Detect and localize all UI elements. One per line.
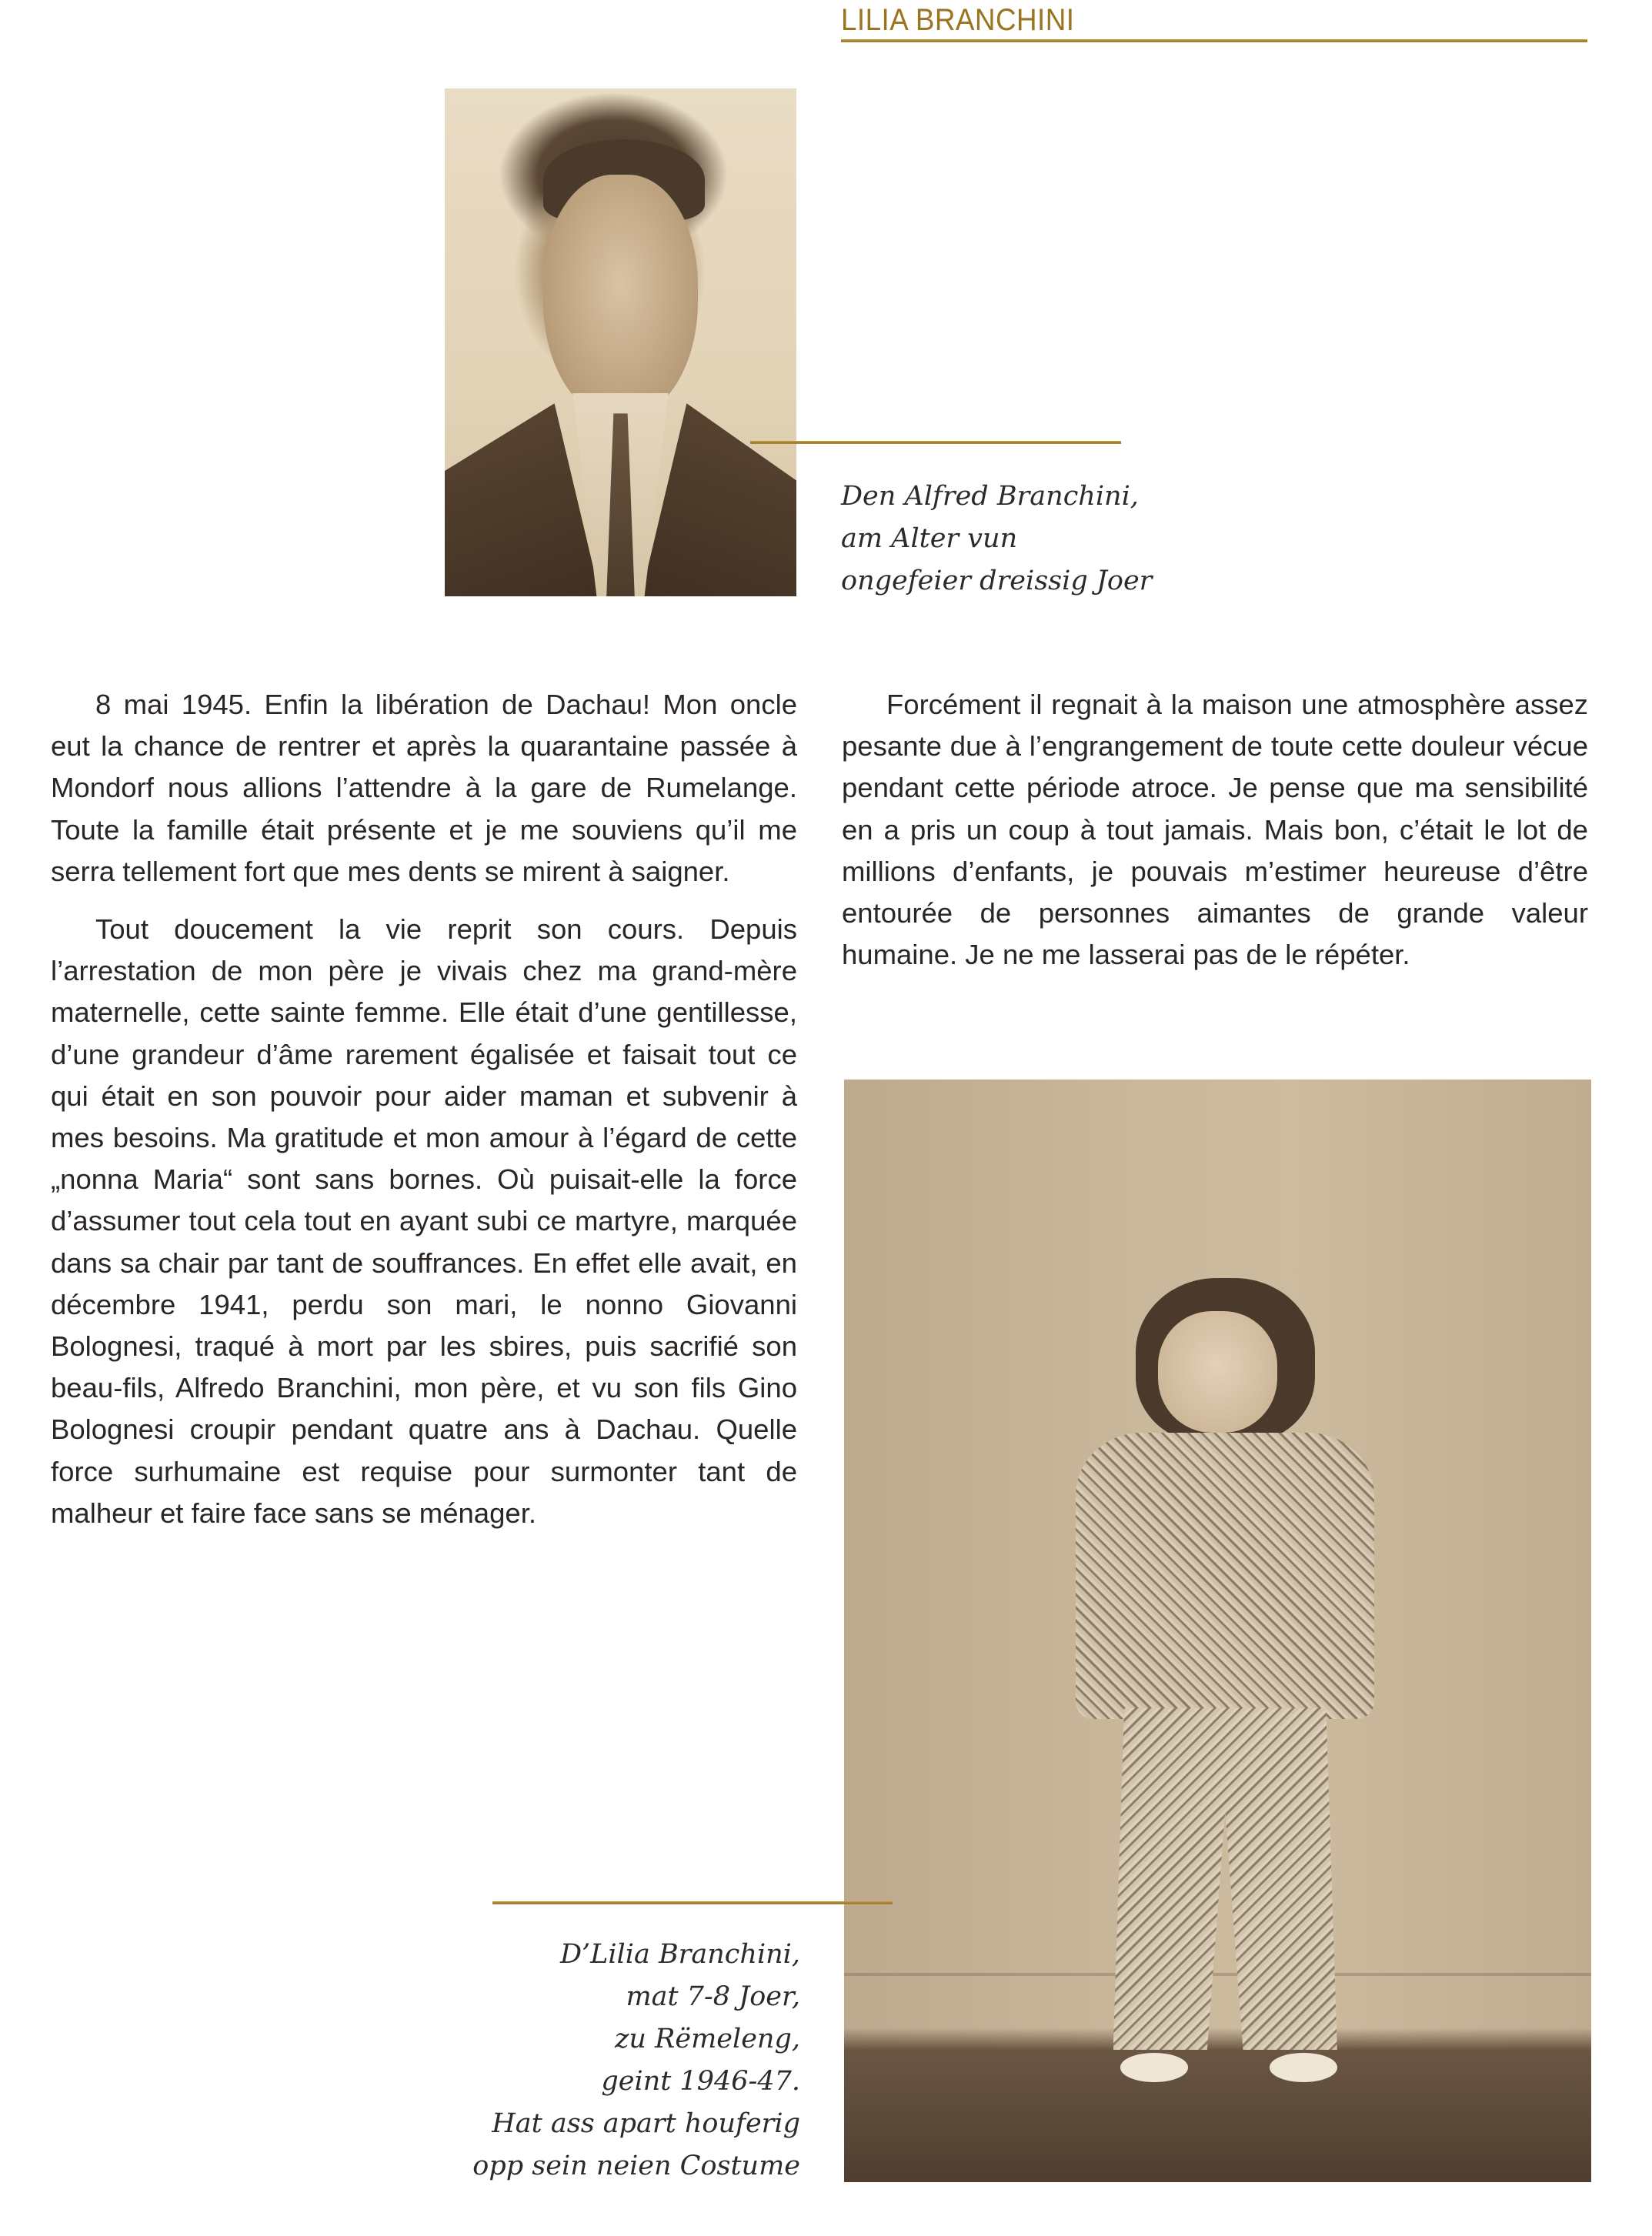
- paragraph: Forcément il regnait à la maison une atmosphère assez pesante due à l’engrangement de toute cette douleur vécue pendant cette période atroce. Je pense que ma sensibilité en a pris un coup à tout jamais. Mais bon, c’était le lot de millions d’enfants, je pouvais m’estimer heureuse d’être entourée de personnes aimantes de grande valeur humaine. Je ne me lasserai pas de le répéter.: [842, 689, 1588, 971]
- child-trousers: [1113, 1708, 1337, 2050]
- header-rule: [841, 39, 1587, 42]
- portrait-photo: [445, 88, 796, 596]
- left-text-column: [51, 684, 797, 1550]
- caption-line: D’Lilia Branchini,: [559, 1939, 800, 1970]
- portrait-caption-rule: [750, 441, 1121, 444]
- photo-baseboard: [844, 1973, 1591, 1976]
- caption-line: mat 7-8 Joer,: [626, 1981, 800, 2012]
- portrait-face: [543, 175, 698, 419]
- caption-line: opp sein neien Costume: [472, 2151, 800, 2181]
- caption-line: ongefeier dreissig Joer: [841, 566, 1153, 596]
- right-text-column: [842, 684, 1588, 992]
- caption-line: Hat ass apart houferig: [492, 2108, 800, 2139]
- child-photo: [844, 1080, 1591, 2182]
- chapter-title: LILIA BRANCHINI: [841, 3, 1075, 37]
- child-shoe-left: [1120, 2053, 1187, 2081]
- child-face: [1158, 1311, 1277, 1433]
- paragraph: 8 mai 1945. Enfin la libération de Dachau! Mon oncle eut la chance de rentrer et après la quarantaine passée à Mondorf nous allions l’attendre à la gare de Rumelange. Toute la famille était présente et je me souviens qu’il me serra tellement fort que mes dents se mirent à saigner.: [51, 689, 797, 887]
- portrait-caption: [841, 476, 1152, 602]
- caption-line: geint 1946-47.: [601, 2066, 800, 2097]
- child-caption-rule: [492, 1901, 893, 1904]
- child-photo-caption: [472, 1934, 800, 2188]
- child-sweater: [1076, 1433, 1374, 1720]
- caption-line: Den Alfred Branchini,: [841, 481, 1139, 512]
- paragraph: Tout doucement la vie reprit son cours. Depuis l’arrestation de mon père je vivais chez ma grand-mère maternelle, cette sainte femme. Elle était d’une gentillesse, d’une grandeur d’âme rarement égalisée et faisait tout ce qui était en son pouvoir pour aider maman et subvenir à mes besoins. Ma gratitude et mon amour à l’égard de cette „nonna Maria“ sont sans bornes. Où puisait-elle la force d’assumer tout cela tout en ayant subi ce martyre, marquée dans sa chair par tant de souffrances. En effet elle avait, en décembre 1941, perdu son mari, le nonno Giovanni Bolognesi, traqué à mort par les sbires, puis sacrifié son beau-fils, Alfredo Branchini, mon père, et vu son fils Gino Bolognesi croupir pendant quatre ans à Dachau. Quelle force surhumaine est requise pour surmonter tant de malheur et faire face sans se ménager.: [51, 913, 797, 1529]
- child-shoe-right: [1270, 2053, 1337, 2081]
- caption-line: am Alter vun: [841, 523, 1018, 554]
- caption-line: zu Rëmeleng,: [614, 2024, 800, 2054]
